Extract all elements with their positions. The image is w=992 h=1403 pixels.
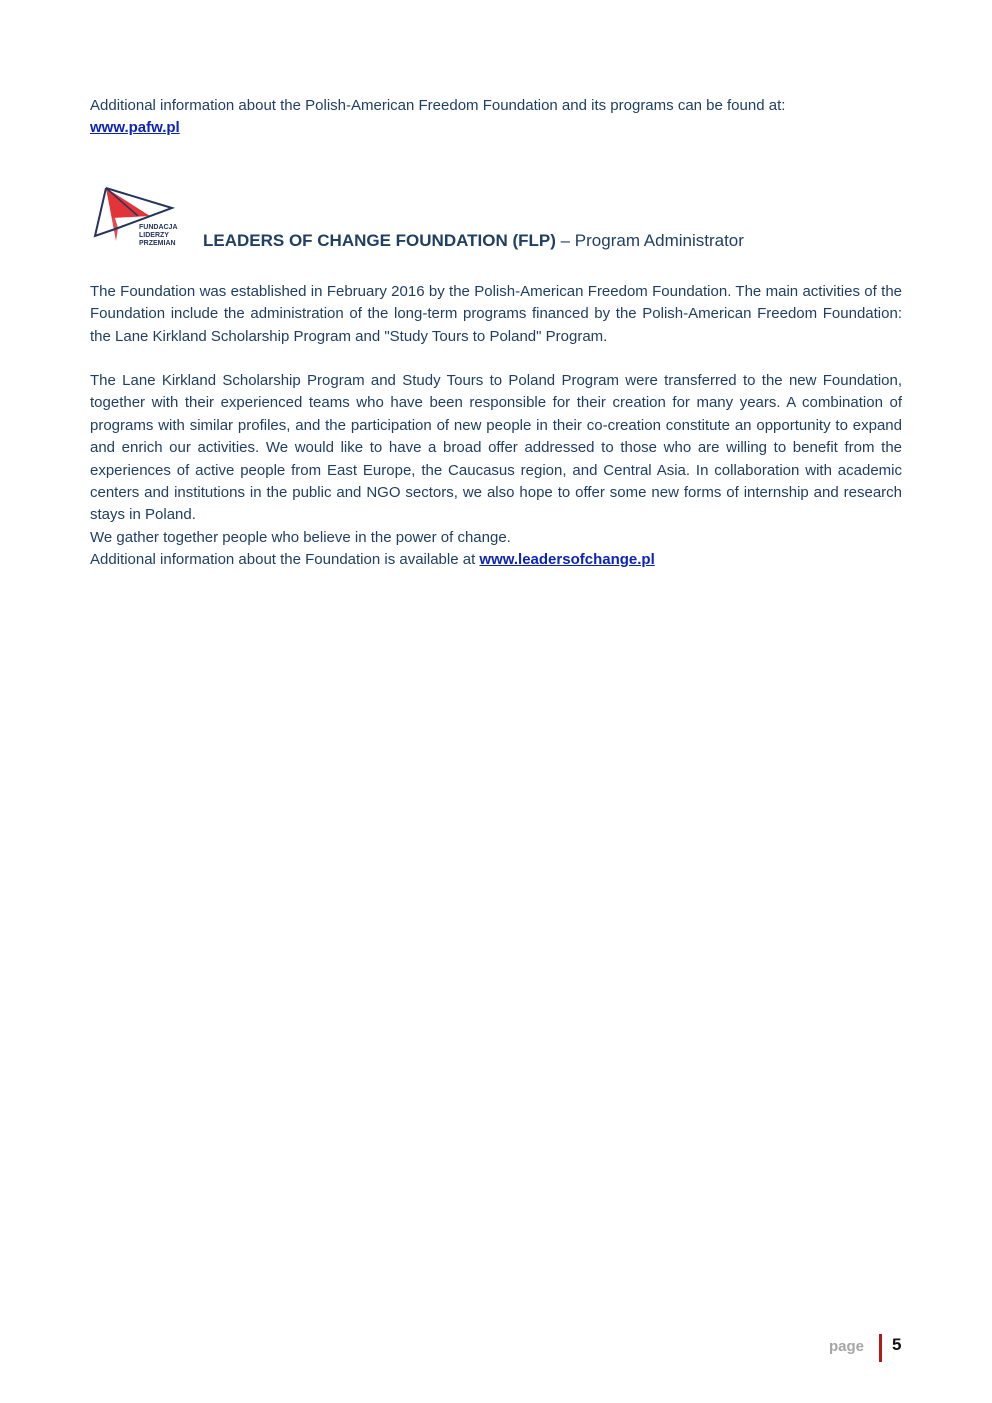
- footer-divider: [879, 1334, 882, 1362]
- heading-rest: – Program Administrator: [555, 231, 744, 250]
- logo-line-3: PRZEMIAN: [139, 240, 176, 247]
- page-number: 5: [892, 1335, 902, 1354]
- paragraph-programs: [90, 370, 902, 572]
- footer-page-label: page: [829, 1338, 865, 1355]
- flp-logo: [92, 186, 184, 248]
- pafw-link[interactable]: www.pafw.pl: [90, 119, 180, 137]
- logo-line-2: LIDERZY: [139, 232, 169, 239]
- logo-line-1: FUNDACJA: [139, 224, 178, 231]
- programs-line-2: We gather together people who believe in the power of change.: [90, 528, 511, 546]
- intro-text: Additional information about the Polish-American Freedom Foundation and its programs can be found at:: [90, 97, 786, 114]
- paper-plane-icon: [92, 186, 184, 248]
- section-heading: [203, 231, 744, 251]
- intro-paragraph: [90, 95, 902, 140]
- programs-line-3: [90, 549, 902, 571]
- programs-body: The Lane Kirkland Scholarship Program and Study Tours to Poland Program were transferred to the new Foundation, together with their experienced teams who have been responsible for their creation for many years. A combination of programs with similar profiles, and the participation of new people in their co-creation constitute an opportunity to expand and enrich our activities. We would like to have a broad offer addressed to those who are willing to benefit from the experiences of active people from East Europe, the Caucasus region, and Central Asia. In collaboration with academic centers and institutions in the public and NGO sectors, we also hope to offer some new forms of internship and research stays in Poland.: [90, 372, 902, 524]
- heading-bold: LEADERS OF CHANGE FOUNDATION (FLP): [203, 231, 556, 250]
- leadersofchange-link[interactable]: www.leadersofchange.pl: [479, 551, 655, 569]
- paragraph-establishment: The Foundation was established in February 2016 by the Polish-American Freedom Foundation. The main activities of the Foundation include the administration of the long-term programs financed by the Polish-American Freedom Foundation: the Lane Kirkland Scholarship Program and "Study Tours to Poland" Program.: [90, 283, 902, 345]
- programs-line-3-text: Additional information about the Foundation is available at: [90, 551, 480, 569]
